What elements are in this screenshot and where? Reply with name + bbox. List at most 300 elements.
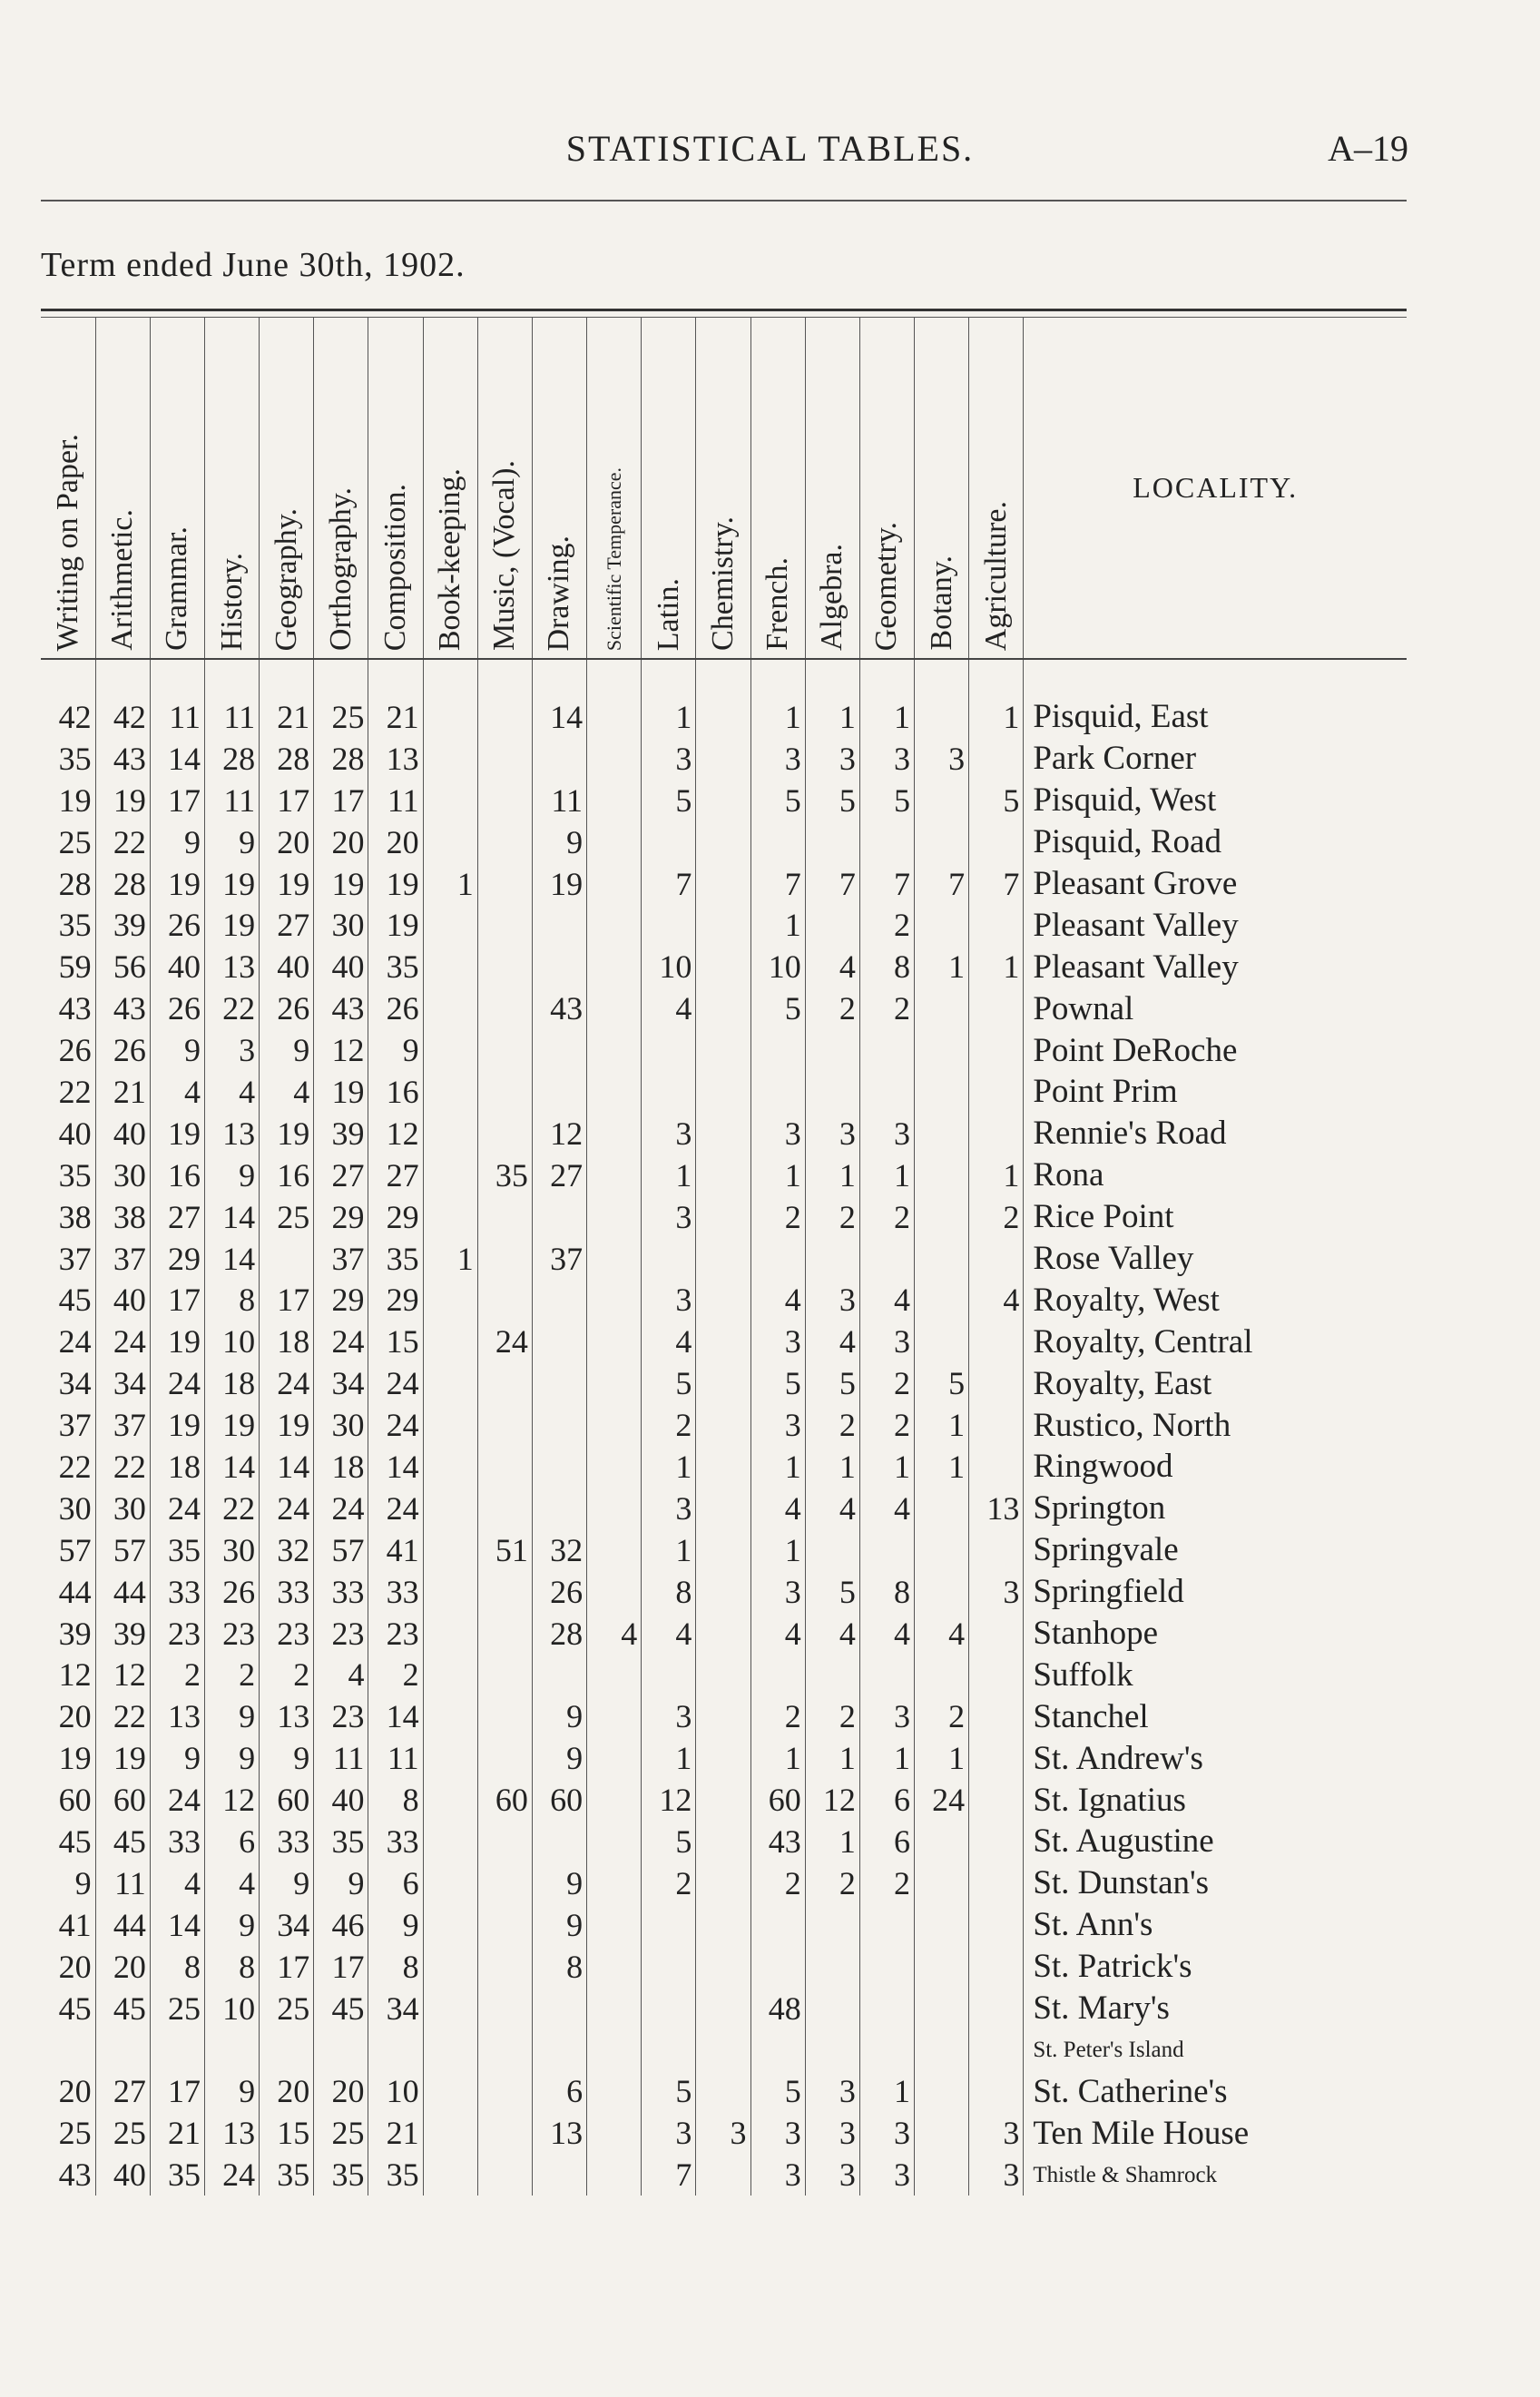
value-cell <box>423 1279 477 1321</box>
value-cell: 26 <box>150 987 204 1029</box>
value-cell: 24 <box>150 1488 204 1529</box>
value-cell <box>587 1238 642 1280</box>
value-cell: 4 <box>915 1613 969 1655</box>
value-cell <box>642 821 696 863</box>
value-cell: 2 <box>859 987 914 1029</box>
column-header-label: Botany. <box>924 555 958 651</box>
column-header-label: Book-keeping. <box>433 467 467 651</box>
value-cell: 1 <box>750 904 805 946</box>
value-cell <box>915 2154 969 2196</box>
spacer-cell <box>150 659 204 696</box>
spacer-cell <box>805 659 859 696</box>
value-cell <box>696 1904 750 1946</box>
locality-cell: Rustico, North <box>1033 1406 1231 1444</box>
value-cell <box>587 1113 642 1154</box>
value-cell: 7 <box>750 863 805 905</box>
value-cell: 5 <box>805 780 859 821</box>
locality-cell: St. Ignatius <box>1033 1781 1186 1819</box>
value-cell <box>805 1071 859 1113</box>
value-cell <box>969 1113 1024 1154</box>
value-cell: 35 <box>368 1238 423 1280</box>
locality-cell: St. Mary's <box>1033 1989 1170 2028</box>
value-cell <box>969 1613 1024 1655</box>
column-header <box>314 318 368 659</box>
value-cell: 13 <box>150 1695 204 1737</box>
value-cell: 10 <box>368 2070 423 2112</box>
spacer-cell <box>41 659 95 696</box>
value-cell <box>532 1654 586 1695</box>
value-cell <box>915 1279 969 1321</box>
value-cell: 12 <box>532 1113 586 1154</box>
value-cell <box>587 1737 642 1779</box>
value-cell: 3 <box>642 1695 696 1737</box>
value-cell <box>750 2029 805 2071</box>
value-cell: 43 <box>41 987 95 1029</box>
locality-cell: Springfield <box>1033 1573 1184 1611</box>
locality-cell: Pownal <box>1033 989 1134 1027</box>
value-cell: 22 <box>41 1446 95 1488</box>
value-cell: 4 <box>805 1613 859 1655</box>
column-header <box>204 318 259 659</box>
value-cell <box>587 1988 642 2029</box>
value-cell <box>642 1238 696 1280</box>
value-cell: 4 <box>642 1613 696 1655</box>
value-cell: 33 <box>260 1571 314 1613</box>
value-cell <box>805 821 859 863</box>
value-cell: 2 <box>750 1862 805 1904</box>
value-cell <box>696 1279 750 1321</box>
spacer-cell <box>1024 659 1407 696</box>
value-cell: 21 <box>95 1071 150 1113</box>
value-cell: 2 <box>368 1654 423 1695</box>
value-cell <box>587 1946 642 1988</box>
value-cell: 4 <box>204 1862 259 1904</box>
page-title: STATISTICAL TABLES. <box>565 128 975 169</box>
spacer-cell <box>95 659 150 696</box>
value-cell <box>969 738 1024 780</box>
value-cell: 37 <box>95 1404 150 1446</box>
value-cell <box>915 1113 969 1154</box>
value-cell <box>423 1404 477 1446</box>
value-cell: 22 <box>204 1488 259 1529</box>
value-cell: 28 <box>314 738 368 780</box>
value-cell: 37 <box>41 1238 95 1280</box>
value-cell: 28 <box>95 863 150 905</box>
table-row <box>41 696 1407 738</box>
value-cell: 43 <box>95 738 150 780</box>
value-cell <box>477 1654 532 1695</box>
value-cell <box>587 1404 642 1446</box>
value-cell <box>696 1113 750 1154</box>
column-header <box>95 318 150 659</box>
value-cell: 2 <box>805 1404 859 1446</box>
value-cell: 3 <box>805 738 859 780</box>
value-cell: 2 <box>750 1695 805 1737</box>
value-cell: 5 <box>642 2070 696 2112</box>
value-cell <box>696 1613 750 1655</box>
value-cell <box>696 1154 750 1196</box>
value-cell: 22 <box>41 1071 95 1113</box>
value-cell <box>532 1071 586 1113</box>
value-cell: 24 <box>150 1779 204 1821</box>
value-cell <box>915 1029 969 1071</box>
column-header <box>915 318 969 659</box>
value-cell: 1 <box>805 696 859 738</box>
value-cell: 41 <box>368 1529 423 1571</box>
value-cell: 20 <box>314 2070 368 2112</box>
value-cell: 1 <box>915 1446 969 1488</box>
value-cell: 15 <box>368 1321 423 1362</box>
table-row <box>41 1737 1407 1779</box>
value-cell <box>859 1988 914 2029</box>
value-cell: 1 <box>805 1737 859 1779</box>
value-cell: 5 <box>750 1362 805 1404</box>
column-header <box>642 318 696 659</box>
value-cell <box>587 2154 642 2196</box>
table-row <box>41 2029 1407 2071</box>
value-cell <box>969 1862 1024 1904</box>
value-cell <box>477 1404 532 1446</box>
value-cell <box>423 1113 477 1154</box>
value-cell <box>477 987 532 1029</box>
value-cell: 19 <box>41 780 95 821</box>
value-cell: 13 <box>969 1488 1024 1529</box>
value-cell: 9 <box>204 1695 259 1737</box>
value-cell: 1 <box>750 1737 805 1779</box>
value-cell <box>915 1571 969 1613</box>
value-cell: 19 <box>95 780 150 821</box>
value-cell <box>204 2029 259 2071</box>
value-cell: 11 <box>204 696 259 738</box>
value-cell: 30 <box>204 1529 259 1571</box>
value-cell <box>477 1362 532 1404</box>
value-cell <box>805 1238 859 1280</box>
value-cell: 45 <box>314 1988 368 2029</box>
locality-cell: Rennie's Road <box>1033 1115 1227 1153</box>
value-cell <box>696 1737 750 1779</box>
value-cell: 2 <box>859 1196 914 1238</box>
value-cell: 39 <box>95 904 150 946</box>
value-cell: 4 <box>805 946 859 987</box>
spacer-cell <box>260 659 314 696</box>
value-cell: 33 <box>368 1821 423 1862</box>
value-cell: 4 <box>805 1321 859 1362</box>
value-cell: 20 <box>41 2070 95 2112</box>
value-cell: 45 <box>41 1279 95 1321</box>
value-cell: 4 <box>260 1071 314 1113</box>
value-cell <box>969 821 1024 863</box>
column-header: LOCALITY. <box>1024 318 1407 659</box>
value-cell <box>477 1988 532 2029</box>
value-cell <box>423 1779 477 1821</box>
value-cell: 3 <box>805 2154 859 2196</box>
column-header-label: Geography. <box>269 507 303 651</box>
value-cell <box>969 1529 1024 1571</box>
value-cell <box>859 2029 914 2071</box>
value-cell <box>532 1196 586 1238</box>
value-cell: 6 <box>859 1821 914 1862</box>
locality-cell: Pleasant Valley <box>1033 948 1239 986</box>
value-cell: 2 <box>859 1404 914 1446</box>
column-header-label: Drawing. <box>542 535 576 651</box>
value-cell: 3 <box>750 2112 805 2154</box>
value-cell <box>696 821 750 863</box>
value-cell: 10 <box>204 1988 259 2029</box>
value-cell: 9 <box>532 821 586 863</box>
table-row <box>41 780 1407 821</box>
column-header <box>477 318 532 659</box>
value-cell: 2 <box>260 1654 314 1695</box>
value-cell <box>915 2029 969 2071</box>
value-cell <box>915 1196 969 1238</box>
value-cell <box>915 821 969 863</box>
value-cell: 13 <box>204 946 259 987</box>
value-cell: 17 <box>314 1946 368 1988</box>
value-cell: 14 <box>150 1904 204 1946</box>
value-cell: 1 <box>859 2070 914 2112</box>
value-cell <box>423 1862 477 1904</box>
value-cell: 24 <box>150 1362 204 1404</box>
value-cell: 8 <box>368 1946 423 1988</box>
value-cell <box>750 1071 805 1113</box>
value-cell <box>477 1571 532 1613</box>
locality-cell: Point Prim <box>1033 1073 1178 1111</box>
value-cell: 7 <box>859 863 914 905</box>
value-cell: 40 <box>95 2154 150 2196</box>
column-header-label: Scientific Temperance. <box>602 467 625 651</box>
value-cell <box>696 1862 750 1904</box>
value-cell: 1 <box>750 1154 805 1196</box>
value-cell: 23 <box>314 1695 368 1737</box>
value-cell: 43 <box>750 1821 805 1862</box>
value-cell <box>423 1946 477 1988</box>
value-cell: 19 <box>150 1113 204 1154</box>
value-cell <box>587 863 642 905</box>
value-cell: 23 <box>368 1613 423 1655</box>
value-cell: 3 <box>750 738 805 780</box>
value-cell <box>915 780 969 821</box>
value-cell <box>969 1654 1024 1695</box>
value-cell: 19 <box>150 1404 204 1446</box>
value-cell <box>696 1238 750 1280</box>
value-cell: 3 <box>969 2154 1024 2196</box>
value-cell: 1 <box>750 696 805 738</box>
value-cell <box>477 738 532 780</box>
value-cell <box>587 1488 642 1529</box>
value-cell <box>696 1988 750 2029</box>
value-cell: 2 <box>805 1695 859 1737</box>
value-cell <box>915 2112 969 2154</box>
value-cell <box>696 696 750 738</box>
value-cell: 7 <box>642 2154 696 2196</box>
value-cell <box>587 1071 642 1113</box>
column-header-label: Geometry. <box>869 521 904 651</box>
value-cell <box>859 1529 914 1571</box>
value-cell <box>423 2112 477 2154</box>
locality-cell: Springton <box>1033 1489 1166 1528</box>
value-cell: 24 <box>260 1362 314 1404</box>
value-cell <box>750 1946 805 1988</box>
column-header-label: Writing on Paper. <box>50 433 84 651</box>
table-spacer-row <box>41 659 1407 696</box>
value-cell <box>750 1654 805 1695</box>
value-cell: 3 <box>642 1113 696 1154</box>
value-cell: 1 <box>805 1154 859 1196</box>
value-cell: 35 <box>41 738 95 780</box>
value-cell: 20 <box>260 821 314 863</box>
value-cell: 11 <box>95 1862 150 1904</box>
value-cell: 3 <box>696 2112 750 2154</box>
value-cell: 37 <box>95 1238 150 1280</box>
value-cell: 19 <box>260 1113 314 1154</box>
value-cell: 5 <box>750 780 805 821</box>
value-cell: 19 <box>204 863 259 905</box>
value-cell <box>477 1821 532 1862</box>
value-cell: 40 <box>95 1113 150 1154</box>
spacer-cell <box>477 659 532 696</box>
value-cell: 16 <box>260 1154 314 1196</box>
value-cell <box>696 946 750 987</box>
value-cell: 5 <box>859 780 914 821</box>
value-cell <box>805 2029 859 2071</box>
value-cell: 7 <box>915 863 969 905</box>
value-cell: 9 <box>532 1695 586 1737</box>
value-cell: 9 <box>204 1737 259 1779</box>
value-cell: 6 <box>859 1779 914 1821</box>
value-cell: 51 <box>477 1529 532 1571</box>
value-cell: 4 <box>805 1488 859 1529</box>
value-cell: 26 <box>532 1571 586 1613</box>
value-cell <box>805 1029 859 1071</box>
value-cell: 20 <box>41 1946 95 1988</box>
column-header <box>696 318 750 659</box>
value-cell <box>642 1654 696 1695</box>
table-row <box>41 1988 1407 2029</box>
column-header <box>969 318 1024 659</box>
value-cell: 25 <box>314 2112 368 2154</box>
locality-cell: St. Andrew's <box>1033 1739 1203 1777</box>
value-cell <box>587 1779 642 1821</box>
column-header-label: Arithmetic. <box>105 509 140 651</box>
value-cell <box>587 2029 642 2071</box>
value-cell <box>696 1654 750 1695</box>
value-cell: 2 <box>805 1196 859 1238</box>
value-cell: 14 <box>204 1196 259 1238</box>
value-cell: 33 <box>314 1571 368 1613</box>
value-cell: 35 <box>260 2154 314 2196</box>
value-cell: 42 <box>41 696 95 738</box>
value-cell: 34 <box>95 1362 150 1404</box>
value-cell: 26 <box>41 1029 95 1071</box>
locality-cell: Stanchel <box>1033 1697 1149 1735</box>
locality-cell: Pisquid, Road <box>1033 823 1221 861</box>
value-cell: 2 <box>859 1862 914 1904</box>
value-cell: 11 <box>368 780 423 821</box>
value-cell: 2 <box>750 1196 805 1238</box>
value-cell <box>642 2029 696 2071</box>
value-cell: 8 <box>368 1779 423 1821</box>
value-cell: 17 <box>260 1946 314 1988</box>
value-cell: 2 <box>204 1654 259 1695</box>
value-cell: 3 <box>642 1279 696 1321</box>
table-body <box>41 659 1407 2196</box>
value-cell: 35 <box>41 904 95 946</box>
value-cell <box>859 821 914 863</box>
value-cell: 44 <box>41 1571 95 1613</box>
value-cell <box>696 1071 750 1113</box>
statistical-table <box>41 318 1407 2196</box>
value-cell: 4 <box>150 1862 204 1904</box>
value-cell: 24 <box>368 1404 423 1446</box>
value-cell: 27 <box>532 1154 586 1196</box>
column-header <box>532 318 586 659</box>
value-cell: 2 <box>915 1695 969 1737</box>
value-cell: 13 <box>204 1113 259 1154</box>
value-cell: 14 <box>532 696 586 738</box>
value-cell: 5 <box>750 2070 805 2112</box>
value-cell: 30 <box>314 1404 368 1446</box>
value-cell <box>477 1029 532 1071</box>
value-cell: 12 <box>642 1779 696 1821</box>
value-cell: 2 <box>805 987 859 1029</box>
value-cell <box>587 1029 642 1071</box>
value-cell: 34 <box>41 1362 95 1404</box>
value-cell <box>642 1946 696 1988</box>
value-cell <box>696 863 750 905</box>
value-cell: 27 <box>150 1196 204 1238</box>
spacer-cell <box>915 659 969 696</box>
value-cell: 17 <box>150 1279 204 1321</box>
value-cell <box>696 1571 750 1613</box>
value-cell: 28 <box>260 738 314 780</box>
value-cell <box>969 1404 1024 1446</box>
table-row <box>41 2154 1407 2196</box>
value-cell <box>642 1904 696 1946</box>
value-cell: 19 <box>314 1071 368 1113</box>
value-cell <box>696 1529 750 1571</box>
value-cell: 1 <box>805 1821 859 1862</box>
value-cell <box>532 1321 586 1362</box>
value-cell <box>696 1488 750 1529</box>
value-cell <box>423 696 477 738</box>
value-cell <box>532 1279 586 1321</box>
value-cell: 9 <box>260 1862 314 1904</box>
value-cell: 17 <box>150 2070 204 2112</box>
value-cell: 13 <box>532 2112 586 2154</box>
value-cell: 1 <box>859 1737 914 1779</box>
value-cell: 5 <box>805 1571 859 1613</box>
value-cell: 19 <box>368 863 423 905</box>
value-cell <box>150 2029 204 2071</box>
value-cell <box>696 2070 750 2112</box>
value-cell <box>477 863 532 905</box>
top-rule <box>41 200 1407 201</box>
value-cell: 6 <box>532 2070 586 2112</box>
column-header-label: Algebra. <box>815 543 849 651</box>
value-cell: 22 <box>95 1446 150 1488</box>
value-cell: 9 <box>368 1029 423 1071</box>
value-cell <box>915 1238 969 1280</box>
value-cell <box>969 1904 1024 1946</box>
value-cell <box>969 1779 1024 1821</box>
value-cell <box>587 1821 642 1862</box>
value-cell <box>805 1946 859 1988</box>
value-cell: 9 <box>532 1904 586 1946</box>
spacer-cell <box>587 659 642 696</box>
spacer-cell <box>368 659 423 696</box>
value-cell <box>969 1821 1024 1862</box>
value-cell: 23 <box>260 1613 314 1655</box>
